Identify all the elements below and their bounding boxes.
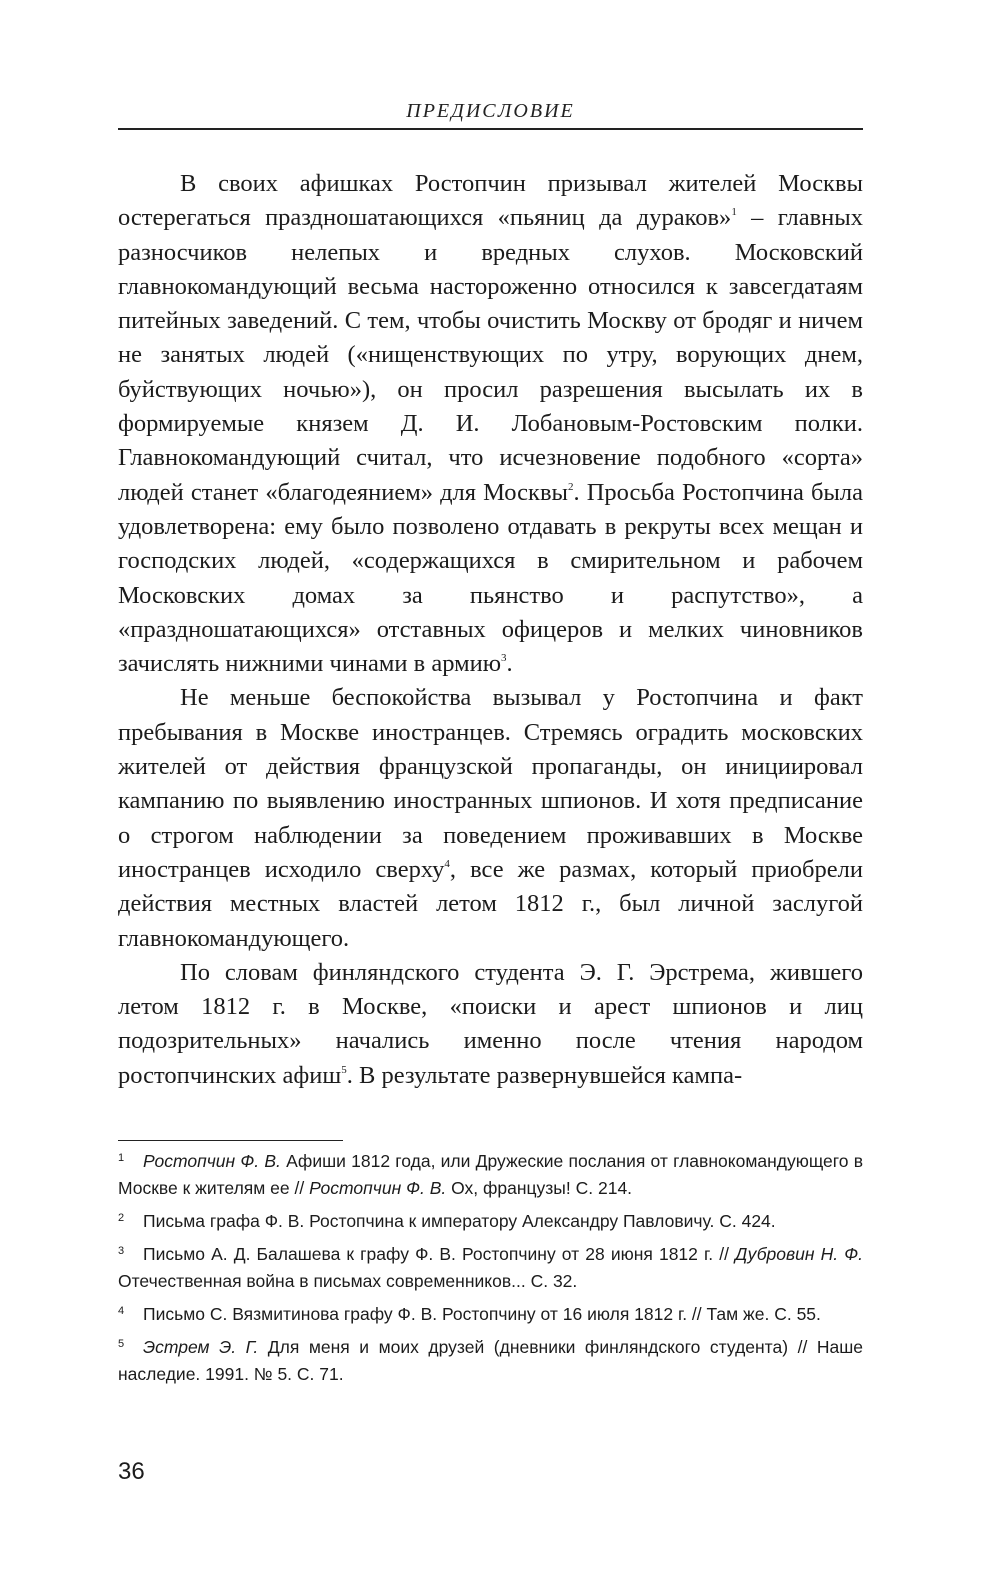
footnote-author: Ростопчин Ф. В.: [143, 1151, 281, 1171]
footnote-author-2: Ростопчин Ф. В.: [309, 1178, 447, 1198]
footnote-author: Эстрем Э. Г.: [143, 1337, 259, 1357]
footnote-ref-2[interactable]: 2: [567, 480, 574, 493]
main-text: [118, 167, 863, 1093]
footnote-5: [118, 1334, 863, 1388]
footnote-ref-3[interactable]: 3: [501, 652, 507, 664]
paragraph-2-part-b: , все же размах, который приобрели действия местных властей летом 1812 г., был личной заслугой главнокомандующего.: [118, 855, 863, 952]
footnote-ref-4[interactable]: 4: [444, 857, 450, 870]
footnote-4: [118, 1301, 863, 1328]
footnote-3: [118, 1241, 863, 1295]
paragraph-1-part-a: В своих афишках Ростопчин призывал жителей Москвы остерегаться праздношатающихся «пьяниц да дураков»: [118, 170, 863, 232]
paragraph-1: [118, 167, 863, 681]
paragraph-3-part-b: . В результате развернувшейся кампа-: [346, 1061, 743, 1089]
book-page: [118, 0, 863, 1575]
footnote-2: [118, 1208, 863, 1235]
header-rule: [118, 128, 863, 130]
paragraph-1-part-d: .: [506, 650, 513, 678]
footnote-text: Письмо А. Д. Балашева к графу Ф. В. Ростопчину от 28 июня 1812 г. //: [143, 1244, 736, 1264]
footnote-text-2: Ох, французы! С. 214.: [446, 1178, 633, 1198]
footnote-number: 5: [118, 1338, 125, 1350]
footnote-text: Афиши 1812 года, или Дружеские послания от главнокомандующего в Москве к жителям ее //: [118, 1151, 864, 1198]
footnote-text: Для меня и моих друзей (дневники финляндского студента) // Наше наследие. 1991. № 5. С. 71.: [118, 1337, 863, 1384]
paragraph-2-part-a: Не меньше беспокойства вызывал у Ростопчина и факт пребывания в Москве иностранцев. Стремясь оградить московских жителей от действия французской пропаганды, он инициировал кампанию по выявлению иностранных шпионов. И хотя предписание о строгом наблюдении за поведением проживавших в Москве иностранцев исходило сверху: [118, 684, 863, 883]
footnote-rule: [118, 1140, 343, 1141]
running-header: ПРЕДИСЛОВИЕ: [406, 100, 575, 122]
footnote-number: 3: [118, 1245, 125, 1257]
footnote-number: 2: [118, 1212, 125, 1224]
footnote-text-2: Отечественная война в письмах современников... С. 32.: [118, 1271, 578, 1291]
footnote-ref-5[interactable]: 5: [341, 1063, 347, 1076]
footnote-author-2: Дубровин Н. Ф.: [735, 1244, 863, 1264]
page-number: 36: [118, 1458, 145, 1485]
footnote-text: Письма графа Ф. В. Ростопчина к императору Александру Павловичу. С. 424.: [143, 1211, 776, 1231]
footnote-text: Письмо С. Вязмитинова графу Ф. В. Ростопчину от 16 июля 1812 г. // Там же. С. 55.: [143, 1304, 821, 1324]
paragraph-2: [118, 681, 863, 955]
footnote-number: 4: [118, 1305, 125, 1317]
footnote-1: [118, 1148, 863, 1202]
footnotes: [118, 1148, 863, 1394]
footnote-ref-1[interactable]: 1: [731, 206, 737, 219]
paragraph-1-part-c: . Просьба Ростопчина была удовлетворена: ему было позволено отдавать в рекруты всех мещан и господских людей, «содержащихся в смирительном и рабочем Московских домах за пьянство и распутство», а «праздношатающихся» отставных офицеров и мелких чиновников зачислять нижними чинами в армию: [118, 478, 863, 678]
paragraph-3: [118, 956, 863, 1093]
paragraph-3-part-a: По словам финляндского студента Э. Г. Эрстрема, жившего летом 1812 г. в Москве, «поиски и арест шпионов и лиц подозрительных» начались именно после чтения народом ростопчинских афиш: [118, 958, 863, 1089]
paragraph-1-part-b: – главных разносчиков нелепых и вредных слухов. Московский главнокомандующий весьма настороженно относился к завсегдатаям питейных заведений. С тем, чтобы очистить Москву от бродяг и ничем не занятых людей («нищенствующих по утру, ворующих днем, буйствующих ночью»), он просил разрешения высылать их в формируемые князем Д. И. Лобановым-Ростовским полки. Главнокомандующий считал, что исчезновение подобного «сорта» людей станет «благодеянием» для Москвы: [118, 204, 863, 506]
footnote-number: 1: [118, 1152, 125, 1164]
